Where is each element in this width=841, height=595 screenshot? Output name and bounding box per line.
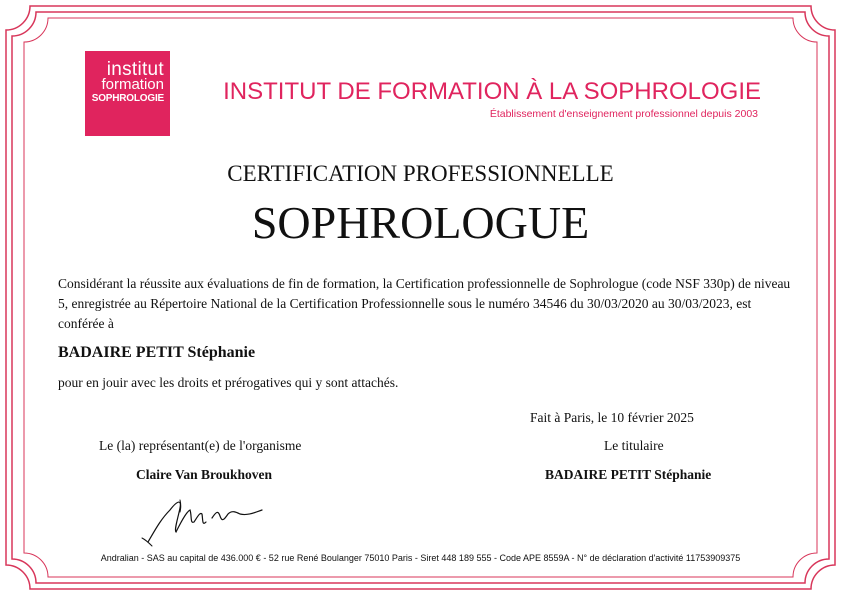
handwritten-signature <box>140 480 270 550</box>
holder-label: Le titulaire <box>604 438 664 453</box>
representative-name: Claire Van Broukhoven <box>136 467 273 482</box>
institute-subtitle: Établissement d'enseignement professionnel depuis 2003 <box>489 108 758 120</box>
rights-statement: pour en jouir avec les droits et prérogatives qui y sont attachés. <box>58 375 399 390</box>
organization-representative-label: Le (la) représentant(e) de l'organisme <box>99 438 302 453</box>
holder-name: BADAIRE PETIT Stéphanie <box>545 467 712 482</box>
institute-title: INSTITUT DE FORMATION À LA SOPHROLOGIE <box>223 78 761 105</box>
logo-line-1: institut <box>106 59 164 80</box>
place-and-date: Fait à Paris, le 10 février 2025 <box>530 410 694 425</box>
recipient-name: BADAIRE PETIT Stéphanie <box>58 344 256 361</box>
institute-logo <box>85 51 170 136</box>
certificate-label: CERTIFICATION PROFESSIONNELLE <box>227 161 614 186</box>
legal-footer: Andralian - SAS au capital de 436.000 € - 52 rue René Boulanger 75010 Paris - Siret 448 189 555 - Code APE 8559A - N° de déclaration d'activité 11753909375 <box>100 553 741 563</box>
certificate-body: Considérant la réussite aux évaluations de fin de formation, la Certification professionnelle de Sophrologue (code NSF 330p) de niveau 5, enregistrée au Répertoire National de la Certification Professionnelle sous le numéro 34546 du 30/03/2020 au 30/03/2023, est conférée à <box>58 276 791 331</box>
logo-line-2: formation <box>101 76 164 93</box>
logo-line-3: SOPHROLOGIE <box>91 93 164 104</box>
certificate-title: SOPHROLOGUE <box>251 197 590 248</box>
